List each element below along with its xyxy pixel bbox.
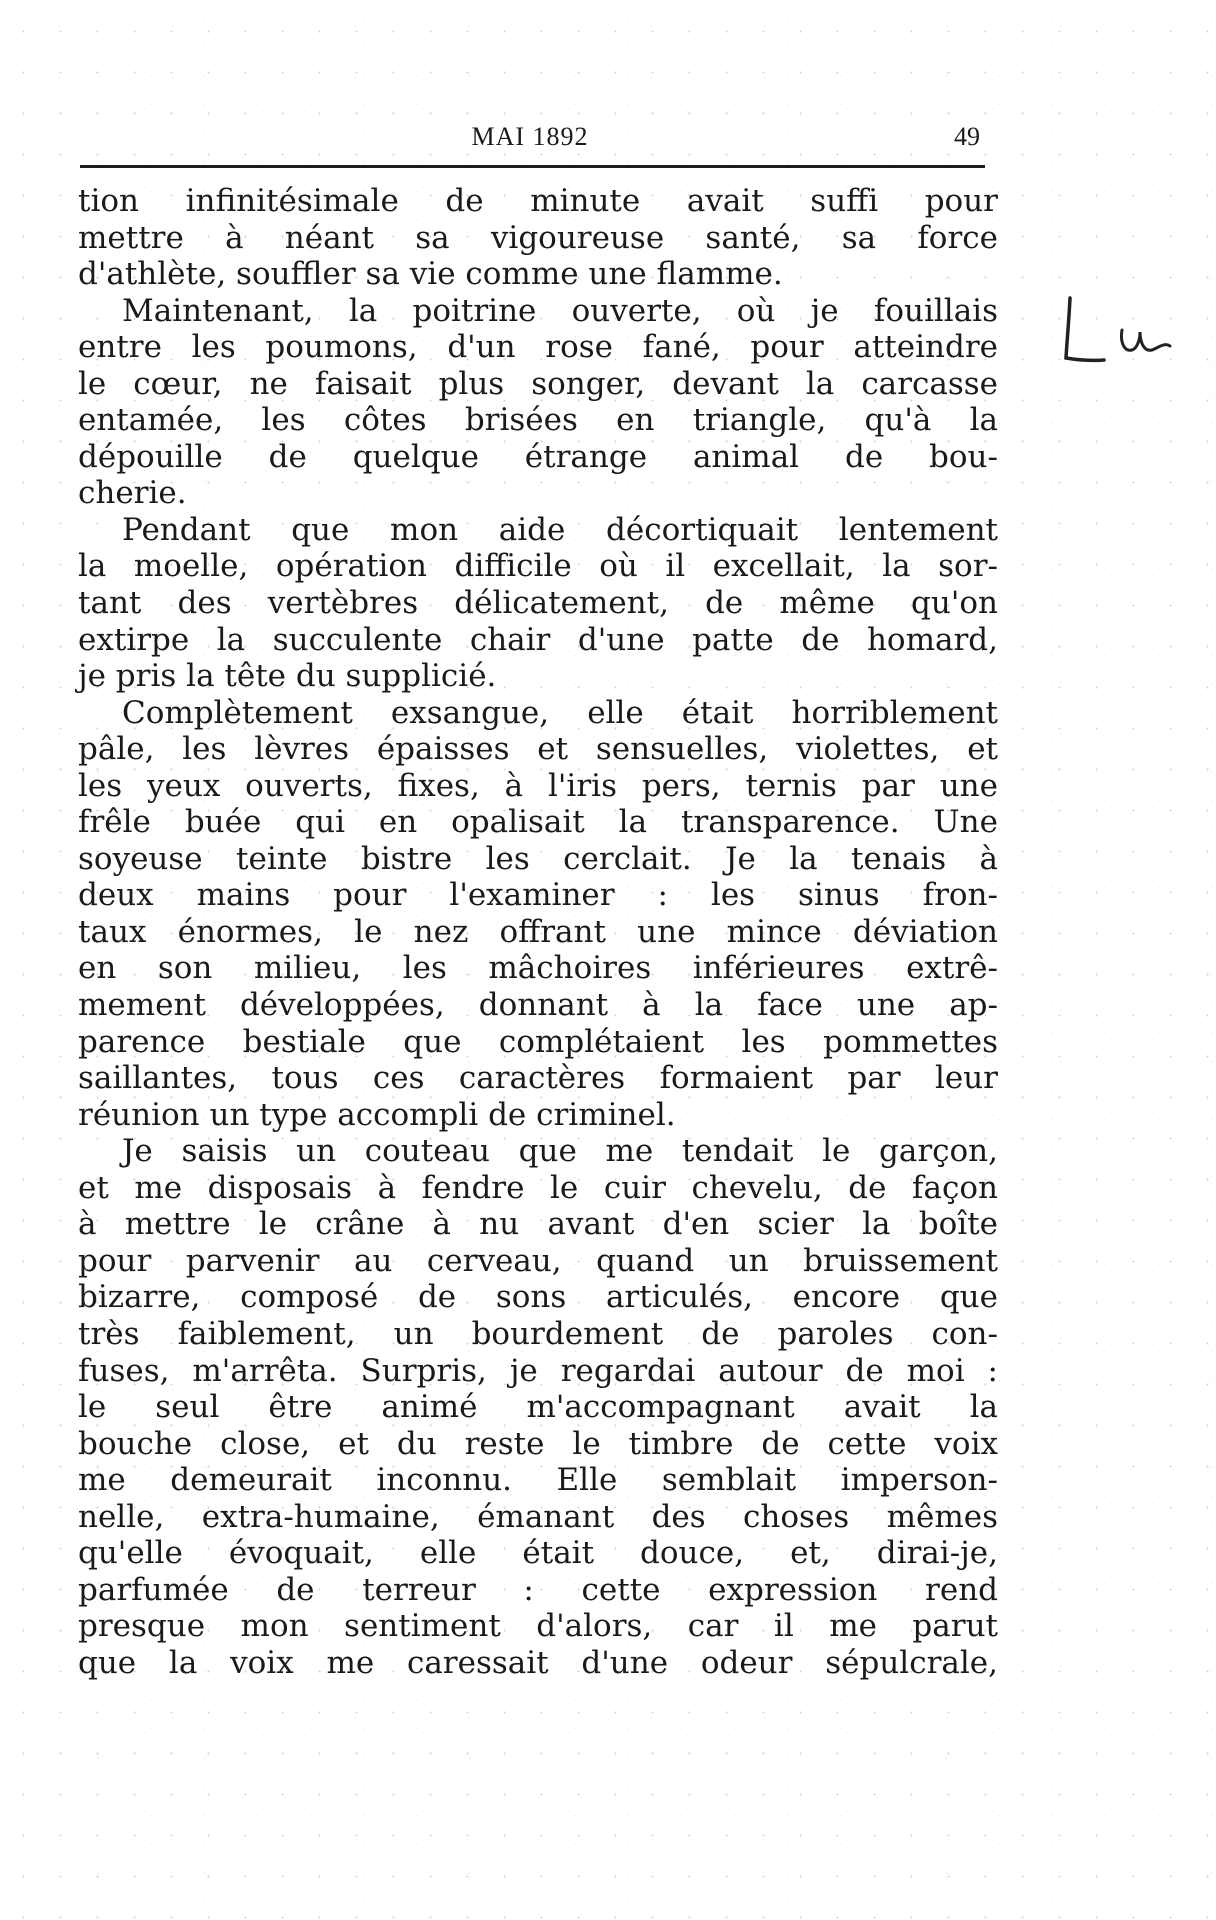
text-line: à mettre le crâne à nu avant d'en scier la boîte	[78, 1206, 998, 1243]
text-line: cherie.	[78, 475, 187, 512]
text-line: saillantes, tous ces caractères formaient par leur	[78, 1060, 998, 1097]
text-line: extirpe la succulente chair d'une patte de homard,	[78, 621, 998, 658]
text-line: le seul être animé m'accompagnant avait la	[78, 1389, 998, 1426]
text-line: fuses, m'arrêta. Surpris, je regardai autour de moi :	[78, 1352, 998, 1389]
text-line: réunion un type accompli de criminel.	[78, 1096, 676, 1133]
running-head: MAI 1892	[471, 122, 589, 151]
text-line: je pris la tête du supplicié.	[78, 658, 497, 695]
text-line: parfumée de terreur : cette expression rend	[78, 1571, 998, 1608]
text-line: taux énormes, le nez offrant une mince déviation	[78, 913, 998, 950]
text-line: qu'elle évoquait, elle était douce, et, dirai-je,	[78, 1535, 998, 1572]
text-line: entre les poumons, d'un rose fané, pour atteindre	[78, 329, 998, 366]
text-line: parence bestiale que complétaient les pommettes	[78, 1023, 998, 1060]
text-line: d'athlète, souffler sa vie comme une flamme.	[78, 256, 783, 293]
text-line: tant des vertèbres délicatement, de même qu'on	[78, 585, 998, 622]
text-line: Pendant que mon aide décortiquait lentement	[122, 511, 998, 548]
header-rule	[80, 165, 985, 168]
text-line: entamée, les côtes brisées en triangle, qu'à la	[78, 402, 998, 439]
text-line: Maintenant, la poitrine ouverte, où je fouillais	[122, 292, 998, 329]
body-text	[78, 183, 998, 1681]
text-line: pour parvenir au cerveau, quand un bruissement	[78, 1242, 998, 1279]
text-line: me demeurait inconnu. Elle semblait imperson-	[78, 1462, 998, 1499]
text-line: très faiblement, un bourdement de paroles con-	[78, 1315, 998, 1352]
text-line: mettre à néant sa vigoureuse santé, sa force	[78, 219, 998, 256]
text-line: en son milieu, les mâchoires inférieures extrê-	[78, 950, 998, 987]
text-line: frêle buée qui en opalisait la transparence. Une	[78, 804, 998, 841]
text-line: que la voix me caressait d'une odeur sépulcrale,	[78, 1644, 998, 1681]
text-line: presque mon sentiment d'alors, car il me parut	[78, 1608, 998, 1645]
text-line: dépouille de quelque étrange animal de bou-	[78, 438, 998, 475]
text-line: deux mains pour l'examiner : les sinus fron-	[78, 877, 998, 914]
text-line: la moelle, opération difficile où il excellait, la sor-	[78, 548, 998, 585]
page-header	[80, 100, 980, 160]
text-line: soyeuse teinte bistre les cerclait. Je la tenais à	[78, 840, 998, 877]
text-line: et me disposais à fendre le cuir chevelu, de façon	[78, 1169, 998, 1206]
page-number: 49	[954, 122, 980, 151]
text-line: nelle, extra-humaine, émanant des choses mêmes	[78, 1498, 998, 1535]
text-line: le cœur, ne faisait plus songer, devant la carcasse	[78, 365, 998, 402]
text-line: bouche close, et du reste le timbre de cette voix	[78, 1425, 998, 1462]
text-line: Je saisis un couteau que me tendait le garçon,	[122, 1133, 998, 1170]
text-line: les yeux ouverts, fixes, à l'iris pers, ternis par une	[78, 767, 998, 804]
text-line: bizarre, composé de sons articulés, encore que	[78, 1279, 998, 1316]
handwritten-margin-note	[1060, 290, 1180, 370]
text-line: Complètement exsangue, elle était horriblement	[122, 694, 998, 731]
text-line: pâle, les lèvres épaisses et sensuelles, violettes, et	[78, 731, 998, 768]
text-line: mement développées, donnant à la face une ap-	[78, 987, 998, 1024]
text-line: tion infinitésimale de minute avait suffi pour	[78, 183, 998, 219]
